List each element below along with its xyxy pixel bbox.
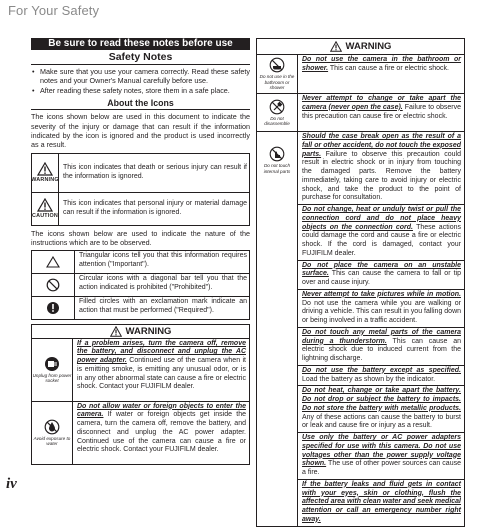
severity-table <box>31 153 250 226</box>
left-warning-table <box>31 324 250 465</box>
icon-caption: Do not disassemble <box>264 115 290 126</box>
right-warning-icon-cell <box>257 94 298 131</box>
right-warning-icon-cell <box>257 132 298 526</box>
nature-icon-cell <box>32 274 75 296</box>
caution-triangle-icon <box>37 198 53 212</box>
icon-caption: Do not use in the bathroom or shower <box>259 74 295 91</box>
warning-lead: Do not use the camera in the bathroom or shower. <box>302 56 461 72</box>
right-warning-table <box>256 38 465 527</box>
warning-body: Failure to observe this precaution could result in electric shock or in injury from touching the damaged parts. Remove the battery immediately, taking care to avoid injury or electric shock, and take the product to the point of purchase for consultation. <box>302 150 461 202</box>
right-warning-title: WARNING <box>345 41 392 52</box>
unplug-icon <box>43 356 61 372</box>
nature-row <box>32 274 249 297</box>
nature-text: Triangular icons tell you that this information requires attention ("Important"). <box>79 251 247 268</box>
no-bathroom-icon <box>269 57 285 73</box>
warning-lead: Do not touch any metal parts of the camera during a thunderstorm. <box>302 328 461 345</box>
warning-lead: Do not change, heat or unduly twist or pull the connection cord and do not place heavy objects on the connection cord. <box>302 206 461 231</box>
warning-triangle-icon <box>330 41 342 52</box>
right-warning-text <box>298 261 464 290</box>
safety-notes-title <box>31 51 250 65</box>
warning-body: Do not use the camera while you are walking or driving a vehicle. This can result in you falling down or being involved in a traffic accident. <box>302 299 462 324</box>
right-warning-text <box>298 290 464 328</box>
right-column <box>256 38 465 527</box>
right-warning-icon-cell <box>257 55 298 93</box>
severity-row-caution <box>32 193 249 225</box>
warning-lead: Do not use the battery except as specified. <box>302 366 461 374</box>
nature-row <box>32 297 249 319</box>
right-warning-text <box>298 480 464 526</box>
right-warning-text <box>298 55 464 93</box>
severity-label: WARNING <box>31 177 59 184</box>
about-icons-title: About the Icons <box>31 98 250 110</box>
severity-row-warning <box>32 154 249 193</box>
page-number: iv <box>6 476 17 492</box>
right-warning-text <box>298 205 464 261</box>
caution-symbol-cell <box>32 193 59 225</box>
icon-caption: Do not touch internal parts <box>263 163 291 174</box>
warning-lead: Never attempt to change or take apart the camera (never open the case). <box>302 95 461 111</box>
warning-body: Continued use of the camera when it is emitting smoke, is emitting any unusual odor, or is in any other abnormal state can cause a fire or electric shock. Contact your FUJIFILM dealer. <box>77 357 246 391</box>
warning-lead: Do not heat, change or take apart the battery. Do not drop or subject the battery to impacts. Do not store the battery with metallic products. <box>302 387 461 412</box>
warning-body: If water or foreign objects get inside the camera, turn the camera off, remove the battery, and disconnect and unplug the AC power adapter. Continued use of the camera can cause a fire or electric shock. Contact your FUJIFILM dealer. <box>77 411 246 454</box>
warning-lead: Never attempt to take pictures while in motion. <box>302 290 461 298</box>
nature-text: Filled circles with an exclamation mark indicate an action that must be performed ("Required"). <box>79 297 247 314</box>
warning-body: Load the battery as shown by the indicator. <box>302 375 436 383</box>
severity-text: This icon indicates that personal injury or material damage can result if the information is ignored. <box>63 199 247 216</box>
no-touch-icon <box>269 146 285 162</box>
safety-notes-title-text: Safety Notes <box>108 51 173 63</box>
right-warning-text <box>298 328 464 366</box>
about-icons-text: The icons shown below are used in this document to indicate the severity of the injury or damage that can result if the information indicated by the icon is ignored and the product is used incorrectly as a result. <box>31 112 250 150</box>
warning-body: Failure to observe this precaution can cause fire or electric shock. <box>302 103 461 120</box>
warning-body: These actions could damage the cord and cause a fire or electric shock. If the cord is damaged, contact your FUJIFILM dealer. <box>302 223 461 257</box>
nature-table <box>31 250 250 320</box>
severity-text: This icon indicates that death or serious injury can result if the information is ignored. <box>63 163 247 180</box>
right-warning-text <box>298 94 464 131</box>
warning-lead: If a problem arises, turn the camera off, remove the battery, and disconnect and unplug the AC power adapter. <box>77 339 246 365</box>
nature-text: Circular icons with a diagonal bar tell you that the action indicated is prohibited ("Prohibited"). <box>79 274 247 291</box>
warning-body: Any of these actions can cause the battery to burst or leak and cause fire or injury as a result. <box>302 413 461 430</box>
warning-lead: Should the case break open as the result of a fall or other accident, do not touch the exposed parts. <box>302 133 461 158</box>
warning-body: The use of other power sources can cause a fire. <box>302 460 461 476</box>
no-disassemble-icon <box>269 99 285 115</box>
warning-body: This can cause a fire or electric shock. <box>328 64 449 72</box>
bullet-item: • Make sure that you use your camera correctly. Read these safety notes and your Owner's Manual carefully before use. <box>31 67 250 86</box>
icon-caption: Avoid exposure to water <box>33 435 71 447</box>
icon-caption: Unplug from power socket <box>32 372 72 384</box>
right-warning-row <box>257 55 464 94</box>
left-column <box>31 38 250 465</box>
left-warning-row <box>32 339 249 402</box>
bullet-item: • After reading these safety notes, store them in a safe place. <box>31 86 250 95</box>
warning-triangle-icon <box>37 162 53 176</box>
nature-icon-cell <box>32 297 75 319</box>
right-warning-text <box>298 433 464 480</box>
right-warning-text <box>298 366 464 387</box>
warning-lead: Do not place the camera on an unstable surface. <box>302 261 461 278</box>
left-warning-icon-cell <box>32 339 73 401</box>
nature-icon-cell <box>32 251 75 273</box>
right-warning-row-group <box>257 132 464 526</box>
severity-label: CAUTION <box>32 213 58 220</box>
warning-lead: Do not allow water or foreign objects to enter the camera. <box>77 402 246 419</box>
right-warning-text <box>298 386 464 433</box>
left-warning-title: WARNING <box>125 325 172 337</box>
no-water-icon <box>43 419 61 435</box>
right-warning-text <box>298 132 464 205</box>
warning-symbol-cell <box>32 154 59 192</box>
warning-lead: If the battery leaks and fluid gets in contact with your eyes, skin or clothing, flush the affected area with clean water and seek medical attention or call an emergency number right away. <box>302 480 462 523</box>
right-warning-row <box>257 94 464 132</box>
warning-body: This can cause the camera to fall or tip over and cause injury. <box>302 270 461 286</box>
left-warning-icon-cell <box>32 402 73 464</box>
left-warning-row <box>32 402 249 464</box>
warning-body: This can cause an electric shock due to induced current from the lightning discharge. <box>302 337 461 362</box>
right-warning-heading <box>257 39 464 55</box>
nature-row <box>32 251 249 274</box>
right-warning-stack <box>298 132 464 526</box>
left-warning-heading <box>32 325 249 339</box>
left-warning-text <box>73 402 249 464</box>
warning-triangle-icon <box>110 326 122 337</box>
warning-lead: Use only the battery or AC power adapters specified for use with this camera. Do not use voltages other than the power supply voltage shown. <box>302 434 461 468</box>
read-notes-banner: Be sure to read these notes before use <box>31 38 250 50</box>
nature-intro: The icons shown below are used to indicate the nature of the instructions which are to be observed. <box>31 228 250 248</box>
page-header: For Your Safety <box>8 3 100 18</box>
required-icon <box>46 301 60 315</box>
prohibited-icon <box>46 278 60 292</box>
triangle-icon <box>46 256 60 268</box>
left-warning-text <box>73 339 249 401</box>
safety-bullets <box>31 67 250 95</box>
